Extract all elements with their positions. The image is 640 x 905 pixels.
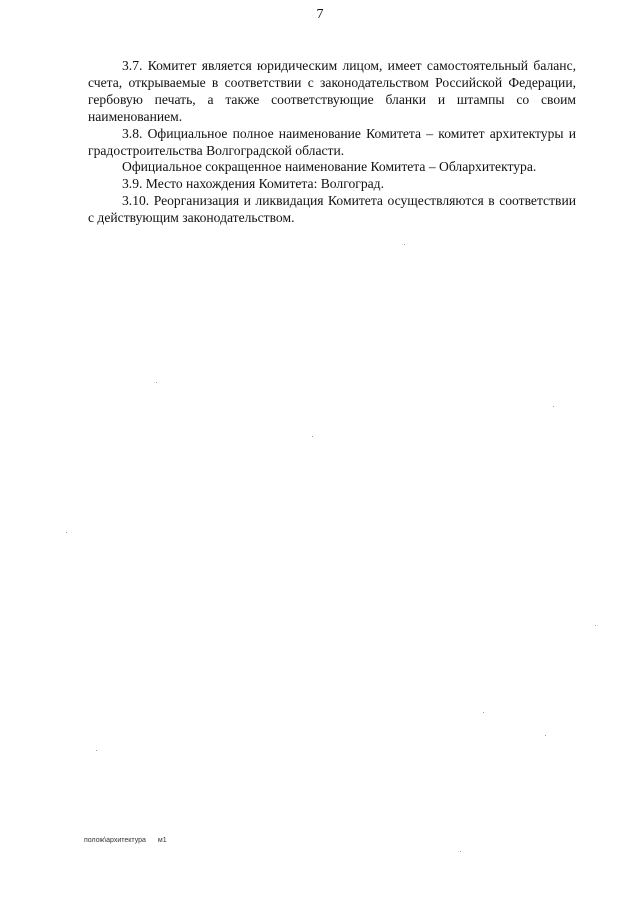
footer-mark: м1 [157,837,167,844]
footer-file-path: полож\архитектура [84,837,146,844]
scan-speck [483,712,484,713]
document-body [88,58,576,227]
footer-note [84,836,167,846]
scan-speck [460,851,461,852]
paragraph-3-8: 3.8. Официальное полное наименование Комитета – комитет архитектуры и градостроительства Волгоградской области. [88,125,576,158]
scan-speck [66,532,67,533]
scan-speck [595,625,596,626]
scan-speck [156,382,157,383]
scan-speck [553,406,554,407]
paragraph-3-9: 3.9. Место нахождения Комитета: Волгоград. [122,176,384,192]
scan-speck [545,735,546,736]
paragraph-3-7: 3.7. Комитет является юридическим лицом, имеет самостоятельный баланс, счета, открываемые в соответствии с законодательством Российской Федерации, гербовую печать, а также соответствующие бланки и штампы со своим наименованием. [88,58,576,124]
paragraph-3-10: 3.10. Реорганизация и ликвидация Комитета осуществляются в соответствии с действующим законодательством. [88,193,576,226]
paragraph-short-name: Официальное сокращенное наименование Комитета – Облархитектура. [122,159,537,175]
page-number: 7 [316,7,324,22]
scan-speck [312,436,313,437]
scan-speck [404,244,405,245]
scan-speck [96,750,97,751]
